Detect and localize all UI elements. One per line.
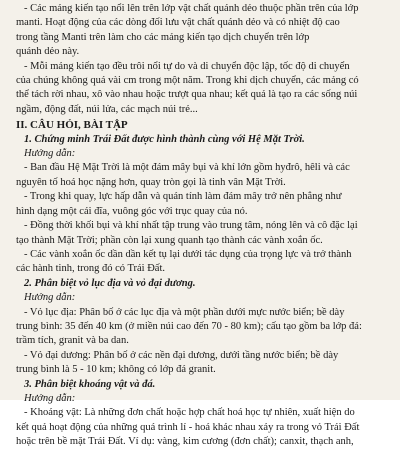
question-2-guide-label: Hướng dẫn: (24, 292, 76, 304)
answer-line: - Các vành xoắn ốc dần dần kết tụ lại dưới tác dụng của trọng lực và trở thành (24, 248, 352, 260)
answer-line: hình dạng một cái đĩa, vuông góc với trục quay của nó. (16, 205, 248, 217)
answer-line: trung bình là 5 - 10 km; không có lớp đá granit. (16, 364, 216, 376)
intro-line: trong tầng Manti trên làm cho các mảng kiến tạo dịch chuyển trên lớp (16, 31, 310, 43)
answer-line: nguyên tố hoá học nặng hơn, quay tròn gọi là tinh vân Mặt Trời. (16, 176, 286, 188)
intro-line: ngầm, động đất, núi lửa, các mạch núi trẻ... (16, 103, 198, 115)
question-2-title: 2. Phân biệt vỏ lục địa và vỏ đại dương. (24, 277, 196, 289)
intro-line: quánh dẻo này. (16, 46, 80, 58)
intro-line: - Mỗi mảng kiến tạo đều trôi nổi tự do và di chuyển độc lập, tốc độ di chuyển (24, 60, 350, 72)
answer-line: - Khoáng vật: Là những đơn chất hoặc hợp chất hoá học tự nhiên, xuất hiện do (24, 407, 355, 419)
answer-line: - Vỏ lục địa: Phân bố ở các lục địa và một phần dưới mực nước biển; bề dày (24, 306, 345, 318)
question-1-title: 1. Chứng minh Trái Đất được hình thành cùng với Hệ Mặt Trời. (24, 133, 305, 145)
answer-line: hoặc trên bề mặt Trái Đất. Ví dụ: vàng, kim cương (đơn chất); canxit, thạch anh, (16, 436, 354, 448)
section-heading: II. CÂU HỎI, BÀI TẬP (16, 119, 128, 132)
answer-line: - Đồng thời khối bụi và khí nhất tập trung vào trung tâm, nóng lên và cô đặc lại (24, 220, 358, 232)
answer-line: kết quả hoạt động của những quá trình lí - hoá khác nhau xảy ra trong vỏ Trái Đất (16, 421, 360, 433)
answer-line: trầm tích, granit và ba dan. (16, 335, 129, 347)
answer-line: trung bình: 35 đến 40 km (ở miền núi cao đến 70 - 80 km); cấu tạo gồm ba lớp đá: (16, 320, 362, 332)
answer-line: - Ban đầu Hệ Mặt Trời là một đám mây bụi và khí lớn gồm hyđrô, hêli và các (24, 162, 350, 174)
intro-line: thể tách rời nhau, xô vào nhau hoặc trượt qua nhau; kết quả là tạo ra các sống núi (16, 89, 358, 101)
answer-line: tạo thành Mặt Trời; phần còn lại xung quanh tạo thành các vành xoắn ốc. (16, 234, 323, 246)
question-1-guide-label: Hướng dẫn: (24, 148, 76, 160)
intro-line: - Các mảng kiến tạo nổi lên trên lớp vật chất quánh dẻo thuộc phần trên của lớp (24, 3, 359, 14)
intro-line: manti. Hoạt động của các dòng đối lưu vật chất quánh dẻo và có nhiệt độ cao (16, 17, 340, 29)
answer-line: các hành tinh, trong đó có Trái Đất. (16, 263, 166, 275)
page-content (16, 2, 392, 450)
intro-line: của chúng không quá vài cm trong một năm. Trong khi dịch chuyển, các mảng có (16, 75, 359, 87)
question-3-title: 3. Phân biệt khoáng vật và đá. (24, 378, 156, 390)
answer-line: - Vỏ đại dương: Phân bố ở các nền đại dương, dưới tầng nước biển; bề dày (24, 349, 339, 361)
answer-line: - Trong khi quay, lực hấp dẫn và quán tính làm đám mây trở nên phẳng như (24, 191, 342, 203)
question-3-guide-label: Hướng dẫn: (24, 392, 76, 404)
